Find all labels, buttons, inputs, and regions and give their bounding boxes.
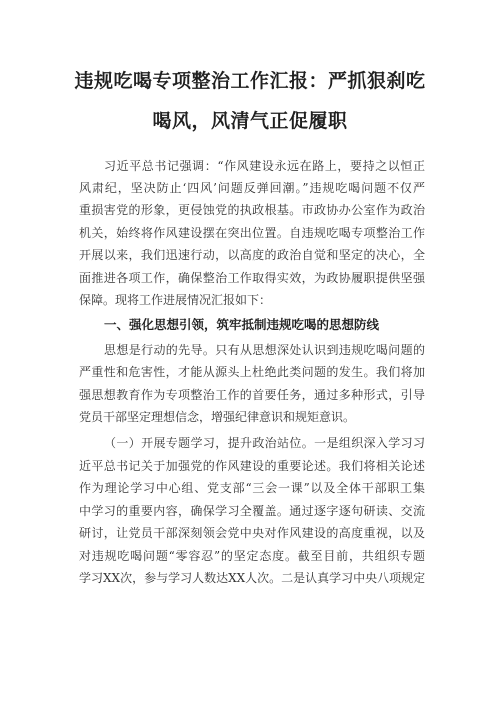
intro-line: 机关，始终将作风建设摆在突出位置。自违规吃喝专项整治工作 — [79, 226, 425, 240]
intro-line: 保障。现将工作进展情况汇报如下： — [79, 293, 272, 307]
subsection1-line: 对违规吃喝问题“零容忍”的坚定态度。截至目前，共组织专题 — [79, 549, 425, 563]
intro-line: 习近平总书记强调：“作风建设永远在路上，要持之以恒正 — [104, 159, 425, 173]
intro-line: 风肃纪，坚决防止‘四风’问题反弹回潮。”违规吃喝问题不仅严 — [79, 181, 425, 195]
intro-line: 面推进各项工作，确保整治工作取得实效，为政协履职提供坚强 — [79, 271, 425, 285]
section-heading: 一、强化思想引领，筑牢抵制违规吃喝的思想防线 — [104, 317, 380, 332]
document-title-line-1: 违规吃喝专项整治工作汇报：严抓狠刹吃 — [74, 70, 426, 92]
section1-line: 党员干部坚定理想信念，增强纪律意识和规矩意识。 — [79, 410, 356, 424]
subsection1-line: （一）开展专题学习，提升政治站位。一是组织深入学习习 — [104, 436, 425, 450]
subsection1-line: 学习XX次，参与学习人数达XX人次。二是认真学习中央八项规定 — [79, 571, 425, 585]
intro-line: 重损害党的形象，更侵蚀党的执政根基。市政协办公室作为政治 — [79, 203, 425, 217]
intro-line: 开展以来，我们迅速行动，以高度的政治自觉和坚定的决心，全 — [79, 248, 425, 262]
section1-line: 思想是行动的先导。只有从思想深处认识到违规吃喝问题的 — [104, 343, 425, 357]
document-title-line-2: 喝风，风清气正促履职 — [152, 110, 348, 132]
subsection1-line: 作为理论学习中心组、党支部“三会一课”以及全体干部职工集 — [79, 481, 425, 495]
subsection1-line: 中学习的重要内容，确保学习全覆盖。通过逐字逐句研读、交流 — [79, 504, 425, 518]
section1-line: 强思想教育作为专项整治工作的首要任务，通过多种形式，引导 — [79, 388, 425, 402]
subsection1-line: 研讨，让党员干部深刻领会党中央对作风建设的高度重视，以及 — [79, 526, 425, 540]
subsection1-line: 近平总书记关于加强党的作风建设的重要论述。我们将相关论述 — [79, 459, 425, 473]
section1-line: 严重性和危害性，才能从源头上杜绝此类问题的发生。我们将加 — [79, 365, 425, 379]
